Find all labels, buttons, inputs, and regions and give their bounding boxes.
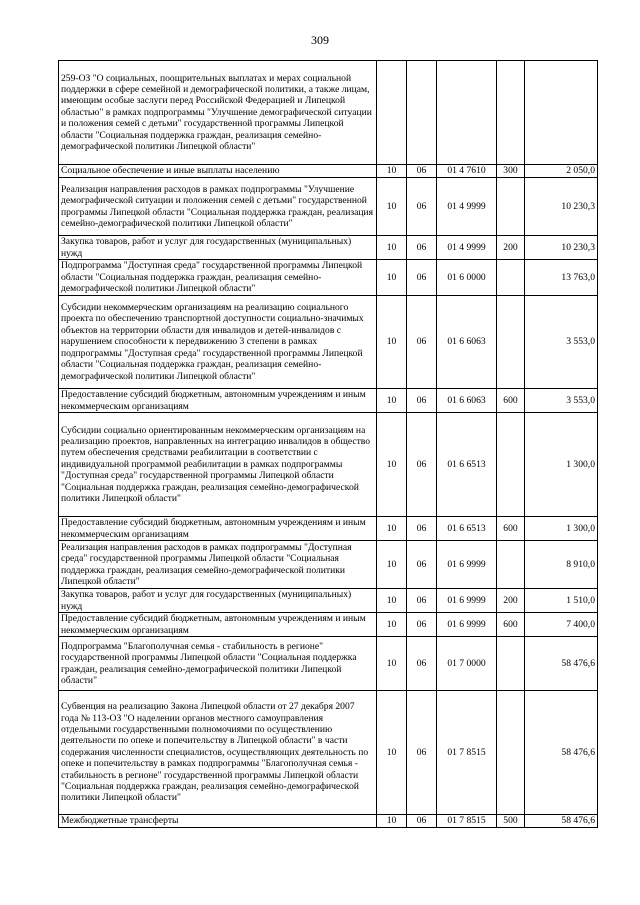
- row-amount: 58 476,6: [525, 691, 598, 815]
- row-expense-type-code: [497, 413, 525, 517]
- table-row: [59, 517, 598, 541]
- row-subsection-code: 06: [407, 541, 437, 589]
- row-amount: 8 910,0: [525, 541, 598, 589]
- table-row: [59, 815, 598, 828]
- row-section-code: 10: [377, 296, 407, 389]
- row-expense-type-code: [497, 178, 525, 236]
- row-subsection-code: 06: [407, 165, 437, 178]
- row-section-code: 10: [377, 178, 407, 236]
- row-section-code: 10: [377, 691, 407, 815]
- row-subsection-code: 06: [407, 815, 437, 828]
- row-subsection-code: 06: [407, 236, 437, 260]
- row-target-article-code: 01 7 8515: [437, 691, 497, 815]
- row-expense-type-code: 600: [497, 389, 525, 413]
- row-description: Субсидии некоммерческим организациям на реализацию социального проекта по обеспечению транспортной доступности социально-значимых объектов на территории области для инвалидов и детей-инвалидов с нарушением способности к передвижению 3 степени в рамках подпрограммы "Доступная среда" государственной программы Липецкой области "Социальная поддержка граждан, реализация семейно-демографической политики Липецкой области": [59, 296, 377, 389]
- row-amount: 1 300,0: [525, 517, 598, 541]
- row-description: Субсидии социально ориентированным некоммерческим организациям на реализацию проектов, направленных на интеграцию инвалидов в общество путем обеспечения средствами реабилитации в соответствии с индивидуальной программой реабилитации в рамках подпрограммы "Доступная среда" государственной программы Липецкой области "Социальная поддержка граждан, реализация семейно-демографической политики Липецкой области": [59, 413, 377, 517]
- page-number: 309: [311, 33, 329, 47]
- row-section-code: 10: [377, 589, 407, 613]
- row-target-article-code: 01 6 6513: [437, 517, 497, 541]
- row-section-code: 10: [377, 413, 407, 517]
- row-description: Реализация направления расходов в рамках подпрограммы "Улучшение демографической ситуации и положения семей с детьми" государственной программы Липецкой области "Социальная поддержка граждан, реализация семейно-демографической политики Липецкой области": [59, 178, 377, 236]
- row-expense-type-code: 600: [497, 613, 525, 637]
- row-description: Реализация направления расходов в рамках подпрограммы "Доступная среда" государственной программы Липецкой области "Социальная поддержка граждан, реализация семейно-демографической политики Липецкой области": [59, 541, 377, 589]
- row-section-code: 10: [377, 389, 407, 413]
- row-expense-type-code: 200: [497, 589, 525, 613]
- row-amount: 7 400,0: [525, 613, 598, 637]
- row-section-code: 10: [377, 517, 407, 541]
- row-subsection-code: 06: [407, 517, 437, 541]
- row-subsection-code: 06: [407, 589, 437, 613]
- table-row: [59, 413, 598, 517]
- row-target-article-code: 01 6 9999: [437, 589, 497, 613]
- row-target-article-code: 01 4 9999: [437, 178, 497, 236]
- row-target-article-code: 01 6 9999: [437, 541, 497, 589]
- row-expense-type-code: [497, 296, 525, 389]
- table-row: [59, 178, 598, 236]
- row-target-article-code: 01 4 7610: [437, 165, 497, 178]
- row-target-article-code: 01 6 9999: [437, 613, 497, 637]
- row-target-article-code: [437, 61, 497, 165]
- table-row: [59, 389, 598, 413]
- row-subsection-code: 06: [407, 637, 437, 691]
- row-description: Подпрограмма "Доступная среда" государственной программы Липецкой области "Социальная поддержка граждан, реализация семейно-демографической политики Липецкой области": [59, 260, 377, 296]
- row-description: Закупка товаров, работ и услуг для государственных (муниципальных) нужд: [59, 589, 377, 613]
- row-expense-type-code: [497, 260, 525, 296]
- budget-table: [58, 60, 598, 828]
- row-description: Предоставление субсидий бюджетным, автономным учреждениям и иным некоммерческим организациям: [59, 613, 377, 637]
- table-row: [59, 236, 598, 260]
- table-row: [59, 691, 598, 815]
- row-target-article-code: 01 6 0000: [437, 260, 497, 296]
- row-subsection-code: [407, 61, 437, 165]
- row-section-code: 10: [377, 613, 407, 637]
- table-row: [59, 589, 598, 613]
- row-amount: 58 476,6: [525, 815, 598, 828]
- row-amount: 10 230,3: [525, 236, 598, 260]
- row-amount: 13 763,0: [525, 260, 598, 296]
- row-amount: 58 476,6: [525, 637, 598, 691]
- row-expense-type-code: 600: [497, 517, 525, 541]
- row-expense-type-code: 300: [497, 165, 525, 178]
- row-target-article-code: 01 6 6063: [437, 296, 497, 389]
- row-subsection-code: 06: [407, 691, 437, 815]
- row-description: Подпрограмма "Благополучная семья - стабильность в регионе" государственной программы Липецкой области "Социальная поддержка граждан, реализация семейно-демографической политики Липецкой области": [59, 637, 377, 691]
- table-row: [59, 165, 598, 178]
- row-target-article-code: 01 6 6063: [437, 389, 497, 413]
- table-row: [59, 61, 598, 165]
- row-expense-type-code: 500: [497, 815, 525, 828]
- row-description: Закупка товаров, работ и услуг для государственных (муниципальных) нужд: [59, 236, 377, 260]
- table-row: [59, 296, 598, 389]
- row-description: Социальное обеспечение и иные выплаты населению: [59, 165, 377, 178]
- row-expense-type-code: [497, 691, 525, 815]
- row-section-code: 10: [377, 637, 407, 691]
- row-description: 259-ОЗ "О социальных, поощрительных выплатах и мерах социальной поддержки в сфере семейной и демографической политики, а также лицам, имеющим особые заслуги перед Российской Федерацией и Липецкой областью" в рамках подпрограммы "Улучшение демографической ситуации и положения семей с детьми" государственной программы Липецкой области "Социальная поддержка граждан, реализация семейно-демографической политики Липецкой области": [59, 61, 377, 165]
- row-amount: 3 553,0: [525, 296, 598, 389]
- row-amount: 1 510,0: [525, 589, 598, 613]
- row-subsection-code: 06: [407, 389, 437, 413]
- row-amount: 2 050,0: [525, 165, 598, 178]
- row-section-code: [377, 61, 407, 165]
- row-section-code: 10: [377, 260, 407, 296]
- row-target-article-code: 01 4 9999: [437, 236, 497, 260]
- row-subsection-code: 06: [407, 613, 437, 637]
- table-row: [59, 541, 598, 589]
- table-row: [59, 260, 598, 296]
- row-section-code: 10: [377, 815, 407, 828]
- row-expense-type-code: [497, 541, 525, 589]
- row-amount: 3 553,0: [525, 389, 598, 413]
- row-expense-type-code: [497, 61, 525, 165]
- row-amount: 10 230,3: [525, 178, 598, 236]
- row-subsection-code: 06: [407, 260, 437, 296]
- table-row: [59, 613, 598, 637]
- table-row: [59, 637, 598, 691]
- row-expense-type-code: 200: [497, 236, 525, 260]
- row-section-code: 10: [377, 236, 407, 260]
- row-subsection-code: 06: [407, 178, 437, 236]
- row-subsection-code: 06: [407, 296, 437, 389]
- row-description: Субвенция на реализацию Закона Липецкой области от 27 декабря 2007 года № 113-ОЗ "О наделении органов местного самоуправления отдельными государственными полномочиями по осуществлению деятельности по опеке и попечительству в Липецкой области" в части содержания численности специалистов, осуществляющих деятельность по опеке и попечительству в рамках подпрограммы "Благополучная семья - стабильность в регионе" государственной программы Липецкой области "Социальная поддержка граждан, реализация семейно-демографической политики Липецкой области": [59, 691, 377, 815]
- row-target-article-code: 01 7 8515: [437, 815, 497, 828]
- row-section-code: 10: [377, 541, 407, 589]
- row-subsection-code: 06: [407, 413, 437, 517]
- row-section-code: 10: [377, 165, 407, 178]
- row-amount: [525, 61, 598, 165]
- row-expense-type-code: [497, 637, 525, 691]
- row-description: Предоставление субсидий бюджетным, автономным учреждениям и иным некоммерческим организациям: [59, 517, 377, 541]
- row-description: Предоставление субсидий бюджетным, автономным учреждениям и иным некоммерческим организациям: [59, 389, 377, 413]
- row-target-article-code: 01 7 0000: [437, 637, 497, 691]
- row-amount: 1 300,0: [525, 413, 598, 517]
- row-description: Межбюджетные трансферты: [59, 815, 377, 828]
- row-target-article-code: 01 6 6513: [437, 413, 497, 517]
